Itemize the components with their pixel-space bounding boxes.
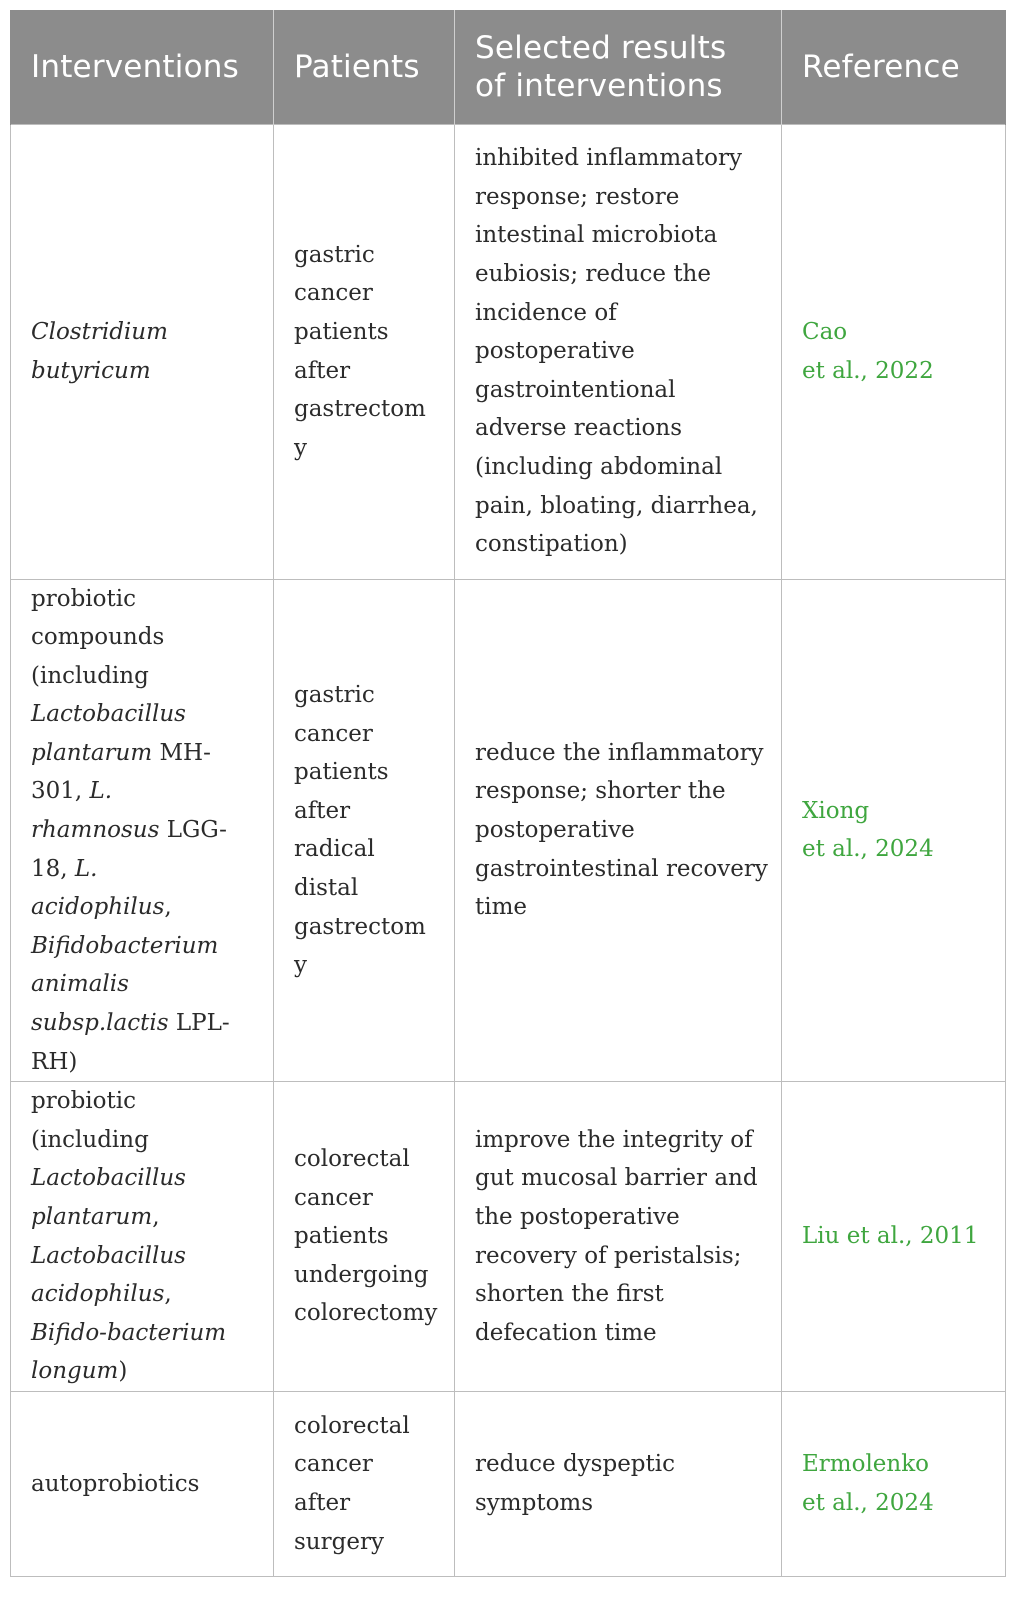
table-body <box>11 124 1006 1576</box>
header-interventions: Interventions <box>11 10 274 124</box>
results-text: reduce dyspeptic symptoms <box>475 1451 676 1516</box>
intervention-species: Clostridium butyricum <box>31 318 168 384</box>
patients-cell <box>274 1082 455 1392</box>
intervention-species: Lactobacillus plantarum <box>31 1165 186 1230</box>
results-text: improve the integrity of gut mucosal barrier and the postoperative recovery of peristalsis; shorten the first defecation time <box>475 1126 758 1346</box>
results-text: inhibited inflammatory response; restore intestinal microbiota eubiosis; reduce the incidence of postoperative gastrointentional adverse reactions (including abdominal pain, bloating, diarrhea, constipation) <box>475 145 758 558</box>
intervention-text: ) <box>118 1358 128 1385</box>
patients-text: colorectal cancer after surgery <box>294 1412 410 1555</box>
intervention-text: probiotic compounds (including <box>31 585 165 689</box>
intervention-text: LPL-RH) <box>31 1010 230 1075</box>
intervention-text: , <box>164 1281 172 1308</box>
intervention-text: autoprobiotics <box>31 1470 200 1497</box>
reference-cell <box>782 124 1006 579</box>
reference-link[interactable]: Xiong <box>802 797 870 824</box>
table-row <box>11 1082 1006 1392</box>
results-cell <box>455 1082 782 1392</box>
intervention-cell <box>11 579 274 1082</box>
reference-link-year[interactable]: et al., 2024 <box>802 1489 934 1516</box>
table-header <box>11 10 1006 124</box>
reference-link[interactable]: Ermolenko <box>802 1451 930 1478</box>
header-reference: Reference <box>782 10 1006 124</box>
patients-cell <box>274 579 455 1082</box>
results-cell <box>455 579 782 1082</box>
reference-link-year[interactable]: et al., 2022 <box>802 357 934 384</box>
intervention-cell <box>11 124 274 579</box>
patients-text: colorectal cancer patients undergoing colorectomy <box>294 1146 438 1327</box>
results-cell <box>455 124 782 579</box>
reference-link[interactable]: Cao <box>802 318 848 345</box>
patients-text: gastric cancer patients after gastrectomy <box>294 241 426 461</box>
table-row <box>11 124 1006 579</box>
header-results: Selected results of interventions <box>455 10 782 124</box>
patients-cell <box>274 124 455 579</box>
reference-cell <box>782 579 1006 1082</box>
table-row <box>11 1391 1006 1576</box>
intervention-species: Bifidobacterium animalis subsp.lactis <box>31 932 219 1037</box>
intervention-species: Lactobacillus plantarum <box>31 701 186 766</box>
results-cell <box>455 1391 782 1576</box>
reference-cell <box>782 1391 1006 1576</box>
interventions-table <box>10 10 1006 1577</box>
intervention-species: Lactobacillus acidophilus <box>31 1242 186 1308</box>
header-row <box>11 10 1006 124</box>
intervention-cell <box>11 1391 274 1576</box>
intervention-text: LGG-18, <box>31 817 227 882</box>
results-text: reduce the inflammatory response; shorter the postoperative gastrointestinal recovery time <box>475 739 768 921</box>
table-row <box>11 579 1006 1082</box>
intervention-species: L. acidophilus <box>31 855 165 921</box>
intervention-species: L. rhamnosus <box>31 778 160 844</box>
reference-cell <box>782 1082 1006 1392</box>
patients-cell <box>274 1391 455 1576</box>
intervention-text: probiotic (including <box>31 1088 149 1153</box>
intervention-cell <box>11 1082 274 1392</box>
header-patients: Patients <box>274 10 455 124</box>
intervention-text: , <box>164 894 172 921</box>
patients-text: gastric cancer patients after radical distal gastrectomy <box>294 681 426 979</box>
reference-link[interactable]: Liu et al., 2011 <box>802 1223 979 1250</box>
reference-link-year[interactable]: et al., 2024 <box>802 836 934 863</box>
intervention-species: Bifido-bacterium longum <box>31 1319 227 1385</box>
intervention-text: MH-301, <box>31 739 211 805</box>
intervention-text: , <box>152 1204 160 1230</box>
